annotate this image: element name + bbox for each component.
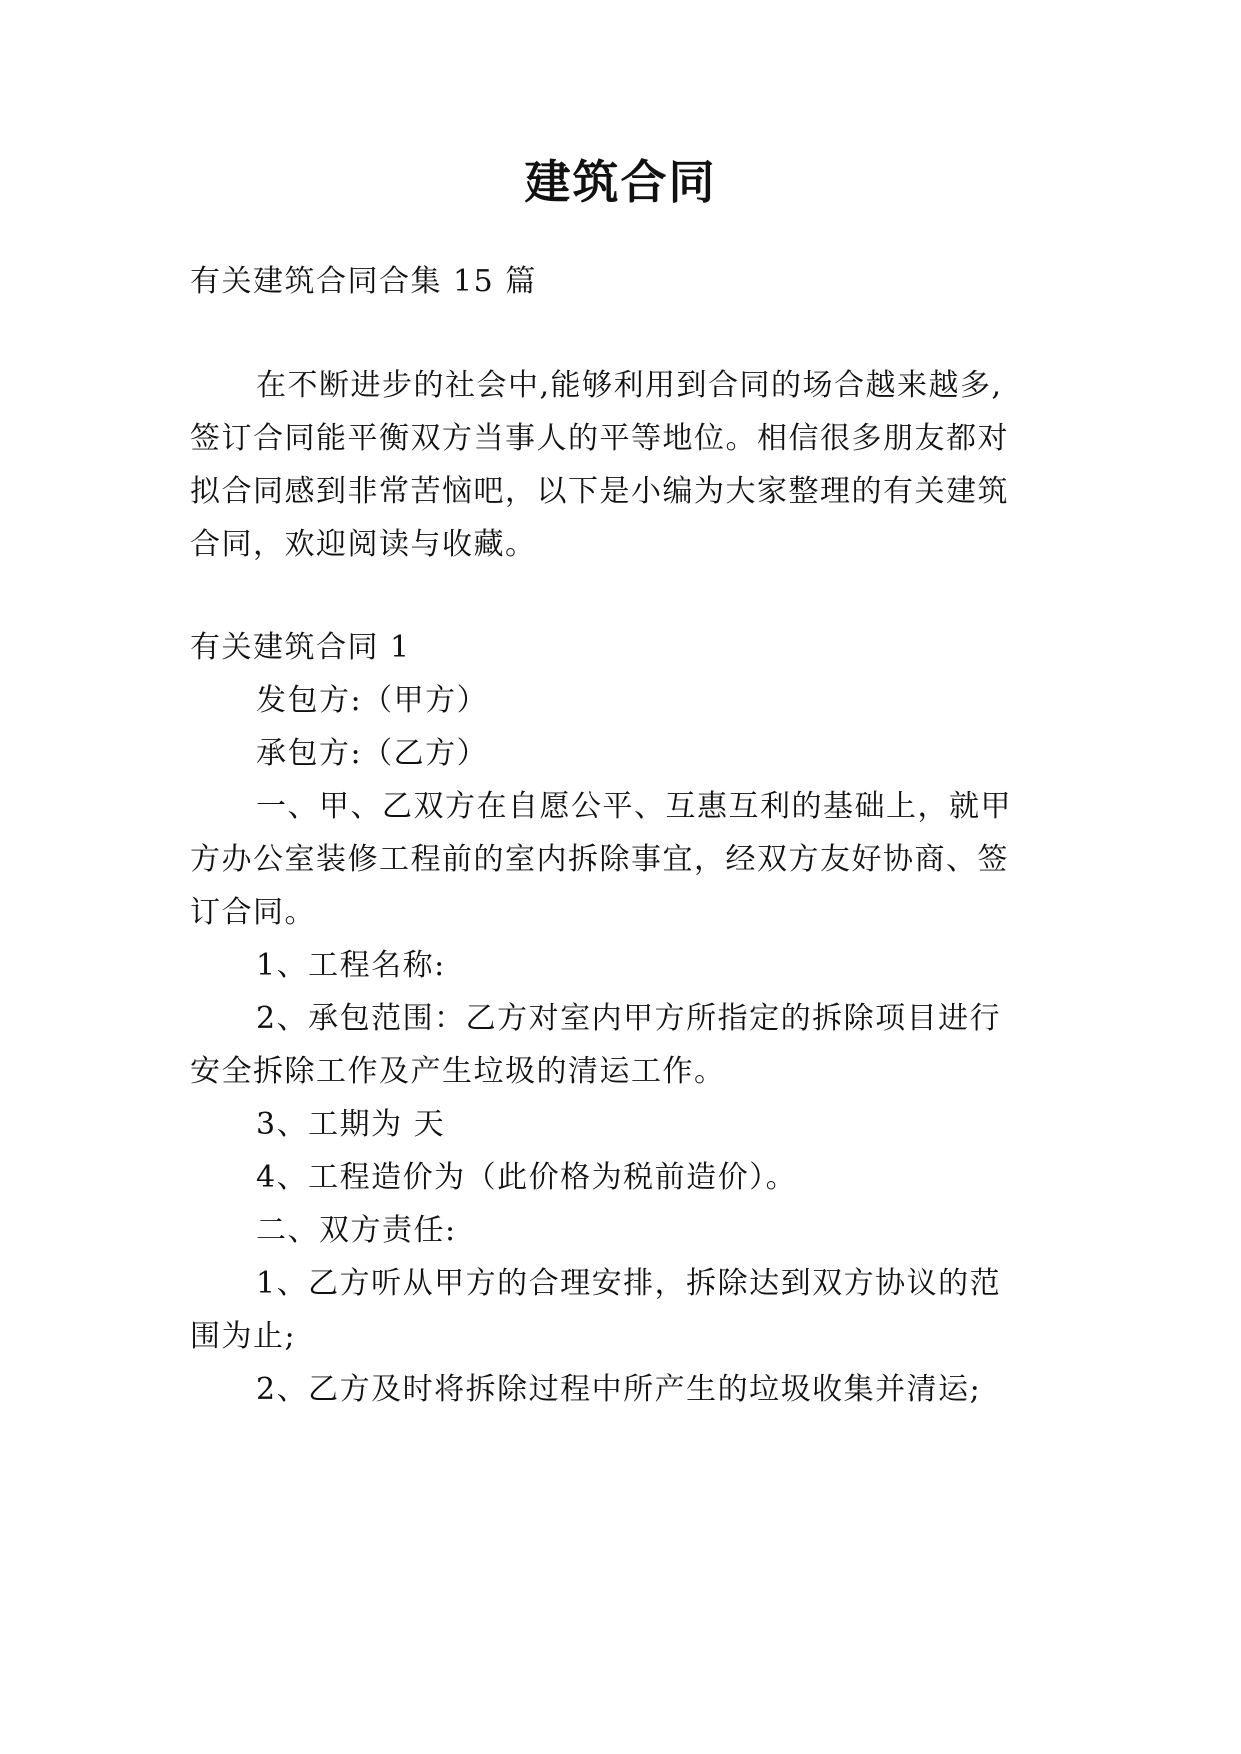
intro-line-1: 在不断进步的社会中,能够利用到合同的场合越来越多, — [256, 368, 1003, 403]
responsibility-1-line-2: 围为止; — [190, 1319, 297, 1354]
party-b-line: 承包方:（乙方） — [256, 736, 489, 771]
document-title: 建筑合同 — [524, 155, 717, 209]
responsibility-1-line-1: 1、乙方听从甲方的合理安排，拆除达到双方协议的范 — [256, 1266, 1002, 1301]
section-heading-1: 有关建筑合同 1 — [190, 630, 411, 665]
item-duration: 3、工期为 天 — [256, 1107, 446, 1142]
intro-line-2: 签订合同能平衡双方当事人的平等地位。相信很多朋友都对 — [190, 421, 1009, 456]
item-cost: 4、工程造价为（此价格为税前造价）。 — [256, 1160, 798, 1195]
clause-1-line-1: 一、甲、乙双方在自愿公平、互惠互利的基础上，就甲 — [256, 789, 1012, 824]
clause-2-heading: 二、双方责任: — [256, 1213, 457, 1248]
collection-subtitle: 有关建筑合同合集 15 篇 — [190, 264, 537, 299]
responsibility-2-line-1: 2、乙方及时将拆除过程中所产生的垃圾收集并清运; — [256, 1372, 982, 1407]
item-scope-line-1: 2、承包范围：乙方对室内甲方所指定的拆除项目进行 — [256, 1001, 1002, 1036]
intro-line-4: 合同，欢迎阅读与收藏。 — [190, 527, 537, 562]
item-project-name: 1、工程名称: — [256, 948, 446, 983]
party-a-line: 发包方:（甲方） — [256, 683, 489, 718]
item-scope-line-2: 安全拆除工作及产生垃圾的清运工作。 — [190, 1054, 726, 1089]
clause-1-line-2: 方办公室装修工程前的室内拆除事宜，经双方友好协商、签 — [190, 842, 1009, 877]
intro-line-3: 拟合同感到非常苦恼吧，以下是小编为大家整理的有关建筑 — [190, 474, 1009, 509]
clause-1-line-3: 订合同。 — [190, 895, 316, 930]
